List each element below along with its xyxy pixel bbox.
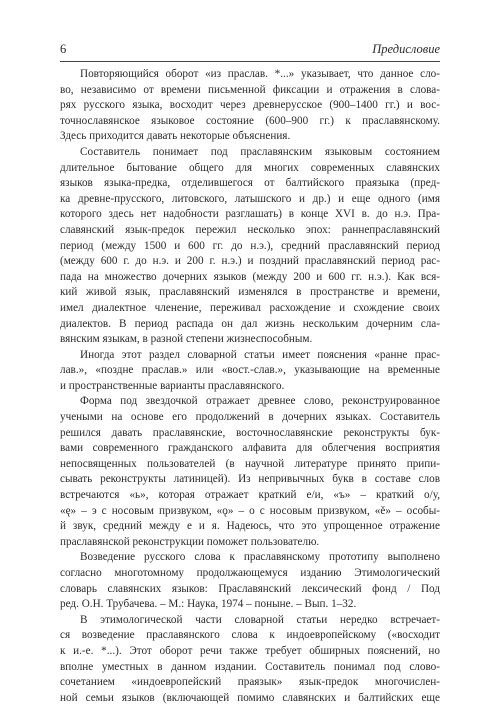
text-line: ной семьи языков (включающей помимо славянских и балтийских еще (60, 691, 440, 704)
text-line: вами современного гражданского алфавита для облегчения восприятия (60, 442, 440, 455)
text-line: точнославянское языковое состояние (600–900 гг.) к праславянскому. (60, 114, 440, 127)
text-line: Составитель понимает под праславянским языковым состоянием (80, 145, 440, 158)
text-line: имел диалектное членение, переживал расхождение и схождение своих (60, 301, 440, 314)
text-line: праславянской реконструкции поможет пользователю. (60, 535, 320, 548)
text-line: рях русского языка, восходит через древнерусское (900–1400 гг.) и вос- (60, 99, 440, 112)
text-line: диалектов. В период распада он дал жизнь нескольким дочерним сла- (60, 317, 440, 330)
text-line: к и.-е. *...). Этот оборот речи также требует обширных пояснений, но (60, 644, 440, 657)
paragraph (60, 394, 440, 550)
text-line: лав.», «поздне праслав.» или «вост.-слав.», указывающие на временные (60, 364, 440, 377)
text-line: во, независимо от времени письменной фиксации и отражения в слова- (60, 83, 440, 96)
text-line: Форма под звездочкой отражает древнее слово, реконструированное (80, 395, 440, 408)
running-title: Предисловие (372, 42, 440, 56)
text-line: ка древне-прусского, литовского, латышского и др.) и еще одного (имя (60, 192, 440, 205)
text-line: «ę» – э с носовым призвуком, «ǫ» – о с носовым призвуком, «ě» – особы- (60, 504, 440, 517)
paragraph (60, 67, 440, 145)
page-number: 6 (60, 42, 67, 56)
text-line: период (между 1500 и 600 гг. до н.э.), средний праславянский период (60, 239, 440, 252)
text-line: вполне уместных в данном издании. Составитель понимал под слово- (60, 660, 440, 673)
text-line: (между 600 г. до н.э. и 200 г. н.э.) и поздний праславянский период рас- (60, 255, 440, 268)
text-line: непосвященных пользователей (в научной литературе принято припи- (60, 457, 440, 470)
text-line: языков языка-предка, отделившегося от балтийского праязыка (пред- (60, 177, 440, 190)
text-line: пада на множество дочерних языков (между 200 и 600 гг. н.э.). Как вся- (60, 270, 440, 283)
text-line: Здесь приходится давать некоторые объяснения. (60, 130, 291, 143)
paragraph (60, 550, 440, 612)
text-line: согласно многотомному продолжающемуся изданию Этимологический (60, 567, 440, 579)
header-rule (60, 61, 440, 62)
text-line: словарь славянских языков: Праславянский лексический фонд / Под (60, 582, 440, 595)
text-line: длительное бытование общего для многих современных славянских (60, 161, 440, 174)
paragraph (60, 348, 440, 395)
text-line: Повторяющийся оборот «из праслав. *...» указывает, что данное сло- (80, 68, 440, 80)
text-line: Иногда этот раздел словарной статьи имеет пояснения «ранне прас- (80, 348, 440, 361)
text-line: ся возведение праславянского слова к индоевропейскому («восходит (60, 629, 440, 642)
text-line: решился давать праславянские, восточнославянские реконструкты бук- (60, 426, 440, 439)
paragraph (60, 613, 440, 707)
text-line: ред. О.Н. Трубачева. – М.: Наука, 1974 – поныне. – Вып. 1–32. (60, 598, 357, 611)
text-line: встречаются «ь», которая отражает краткий е/и, «ъ» – краткий о/у, (60, 489, 440, 502)
text-line: кий живой язык, праславянский изменялся в пространстве и времени, (60, 286, 440, 299)
text-line: славянский язык-предок пережил несколько эпох: раннепраславянский (60, 223, 440, 236)
paragraph (60, 145, 440, 348)
text-line: й звук, средний между е и я. Надеюсь, что это упрощенное отражение (60, 520, 440, 533)
text-line: Возведение русского слова к праславянскому прототипу выполнено (80, 551, 440, 564)
text-line: вянским языкам, в разной степени жизнеспособным. (60, 333, 313, 346)
text-line: В этимологической части словарной статьи нередко встречает- (80, 613, 440, 626)
text-line: и пространственные варианты праславянского. (60, 379, 285, 392)
body-text (60, 67, 440, 706)
text-line: которого здесь нет надобности разглашать) в конце XVI в. до н.э. Пра- (60, 208, 440, 221)
text-line: сочетанием «индоевропейский праязык» язык-предок многочислен- (60, 676, 440, 689)
text-line: сывать реконструкты латиницей). Из непривычных букв в составе слов (60, 473, 440, 486)
text-line: учеными на основе его продолжений в дочерних языках. Составитель (60, 411, 440, 424)
running-head (60, 42, 440, 60)
